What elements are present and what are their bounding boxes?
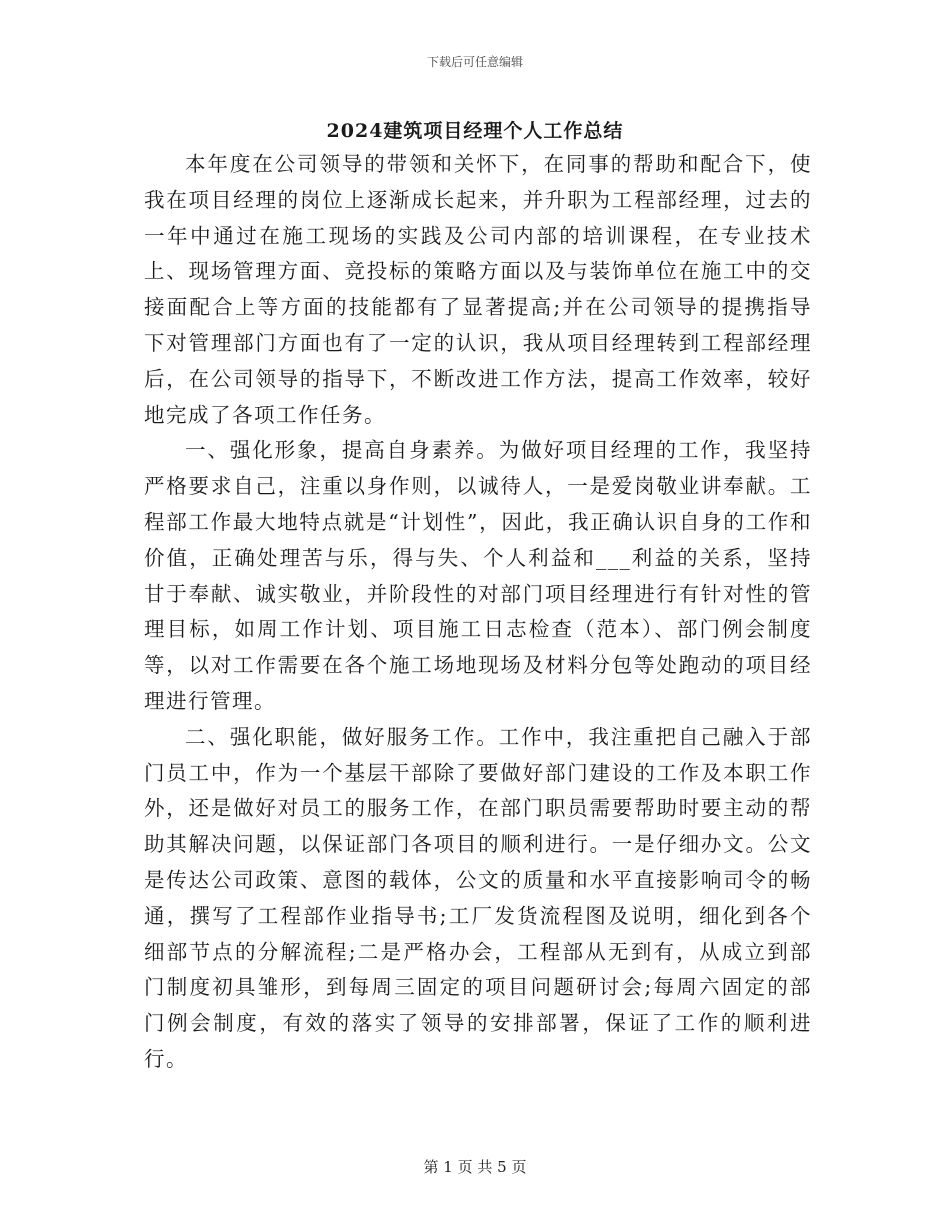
- page-number: 第 1 页 共 5 页: [423, 1158, 527, 1176]
- document-body: [144, 147, 812, 1078]
- paragraph-section-1: 一、强化形象，提高自身素养。为做好项目经理的工作，我坚持严格要求自己，注重以身作则，以诚待人，一是爱岗敬业讲奉献。工程部工作最大地特点就是“计划性”，因此，我正确认识自身的工作和价值，正确处理苦与乐，得与失、个人利益和___利益的关系，坚持甘于奉献、诚实敬业，并阶段性的对部门项目经理进行有针对性的管理目标，如周工作计划、项目施工日志检查（范本）、部门例会制度等，以对工作需要在各个施工场地现场及材料分包等处跑动的项目经理进行管理。: [144, 438, 812, 713]
- paragraph-intro: 本年度在公司领导的带领和关怀下，在同事的帮助和配合下，使我在项目经理的岗位上逐渐成长起来，并升职为工程部经理，过去的一年中通过在施工现场的实践及公司内部的培训课程，在专业技术上、现场管理方面、竞投标的策略方面以及与装饰单位在施工中的交接面配合上等方面的技能都有了显著提高;并在公司领导的提携指导下对管理部门方面也有了一定的认识，我从项目经理转到工程部经理后，在公司领导的指导下，不断改进工作方法，提高工作效率，较好地完成了各项工作任务。: [144, 152, 812, 427]
- header-note: 下载后可任意编辑: [426, 55, 523, 69]
- paragraph-section-2: 二、强化职能，做好服务工作。工作中，我注重把自己融入于部门员工中，作为一个基层干部除了要做好部门建设的工作及本职工作外，还是做好对员工的服务工作，在部门职员需要帮助时要主动的帮助其解决问题，以保证部门各项目的顺利进行。一是仔细办文。公文是传达公司政策、意图的载体，公文的质量和水平直接影响司令的畅通，撰写了工程部作业指导书;工厂发货流程图及说明，细化到各个细部节点的分解流程;二是严格办会，工程部从无到有，从成立到部门制度初具雏形，到每周三固定的项目问题研讨会;每周六固定的部门例会制度，有效的落实了领导的安排部署，保证了工作的顺利进行。: [144, 724, 812, 1071]
- document-title: 2024建筑项目经理个人工作总结: [326, 120, 624, 142]
